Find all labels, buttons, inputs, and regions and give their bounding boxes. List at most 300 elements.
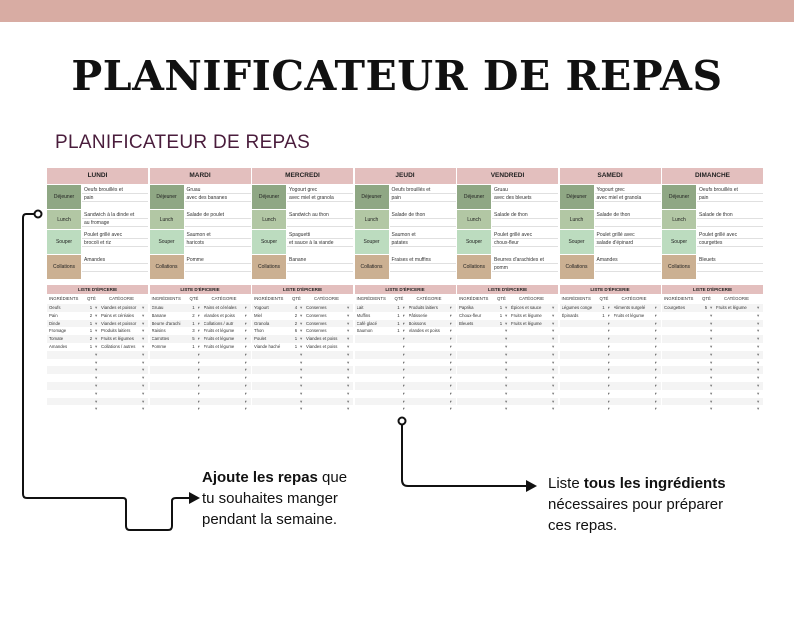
chevron-down-icon[interactable]: ▾ — [654, 375, 657, 381]
chevron-down-icon[interactable]: ▾ — [197, 305, 200, 310]
chevron-down-icon[interactable]: ▾ — [95, 367, 98, 373]
chevron-down-icon[interactable]: ▾ — [142, 390, 145, 396]
chevron-down-icon[interactable]: ▾ — [142, 320, 145, 326]
category-cell[interactable]: Collations / autres — [101, 344, 136, 349]
category-cell[interactable]: Viandes et poiss — [203, 312, 235, 318]
chevron-down-icon[interactable]: ▾ — [449, 351, 452, 357]
chevron-down-icon[interactable]: ▾ — [300, 383, 303, 388]
chevron-down-icon[interactable]: ▾ — [244, 328, 247, 334]
chevron-down-icon[interactable]: ▾ — [347, 336, 350, 342]
ingredient-cell[interactable]: Carrottes — [151, 336, 170, 342]
chevron-down-icon[interactable]: ▾ — [710, 312, 713, 318]
qty-cell[interactable]: 1 — [397, 312, 400, 318]
chevron-down-icon[interactable]: ▾ — [402, 406, 405, 412]
chevron-down-icon[interactable]: ▾ — [654, 383, 657, 388]
chevron-down-icon[interactable]: ▾ — [95, 398, 98, 404]
chevron-down-icon[interactable]: ▾ — [710, 351, 713, 357]
chevron-down-icon[interactable]: ▾ — [197, 406, 200, 412]
chevron-down-icon[interactable]: ▾ — [95, 328, 98, 334]
chevron-down-icon[interactable]: ▾ — [710, 320, 713, 326]
chevron-down-icon[interactable]: ▾ — [757, 359, 760, 365]
category-cell[interactable]: Conserves — [306, 320, 327, 326]
chevron-down-icon[interactable]: ▾ — [505, 406, 508, 412]
chevron-down-icon[interactable]: ▾ — [197, 344, 200, 349]
chevron-down-icon[interactable]: ▾ — [607, 305, 610, 310]
ingredient-cell[interactable]: Saumon — [356, 328, 373, 334]
chevron-down-icon[interactable]: ▾ — [552, 344, 555, 349]
chevron-down-icon[interactable]: ▾ — [95, 375, 98, 381]
qty-cell[interactable]: 1 — [89, 344, 93, 349]
chevron-down-icon[interactable]: ▾ — [757, 406, 760, 412]
chevron-down-icon[interactable]: ▾ — [654, 351, 657, 357]
chevron-down-icon[interactable]: ▾ — [402, 367, 405, 373]
header-qty: QTÉ — [292, 296, 301, 301]
qty-cell[interactable]: 1 — [499, 320, 503, 326]
chevron-down-icon[interactable]: ▾ — [710, 390, 713, 396]
chevron-down-icon[interactable]: ▾ — [505, 351, 508, 357]
qty-cell[interactable]: 1 — [192, 305, 195, 310]
chevron-down-icon[interactable]: ▾ — [244, 351, 247, 357]
chevron-down-icon[interactable]: ▾ — [300, 320, 303, 326]
chevron-down-icon[interactable]: ▾ — [95, 390, 98, 396]
chevron-down-icon[interactable]: ▾ — [347, 383, 350, 388]
chevron-down-icon[interactable]: ▾ — [654, 305, 657, 310]
chevron-down-icon[interactable]: ▾ — [552, 336, 555, 342]
chevron-down-icon[interactable]: ▾ — [402, 375, 405, 381]
chevron-down-icon[interactable]: ▾ — [142, 383, 145, 388]
chevron-down-icon[interactable]: ▾ — [757, 383, 760, 388]
chevron-down-icon[interactable]: ▾ — [552, 328, 555, 334]
qty-cell[interactable]: 2 — [89, 312, 93, 318]
chevron-down-icon[interactable]: ▾ — [654, 328, 657, 334]
chevron-down-icon[interactable]: ▾ — [197, 375, 200, 381]
chevron-down-icon[interactable]: ▾ — [607, 336, 610, 342]
chevron-down-icon[interactable]: ▾ — [244, 406, 247, 412]
category-cell[interactable]: Collations / autr — [203, 320, 234, 326]
qty-cell[interactable]: 1 — [89, 328, 93, 334]
chevron-down-icon[interactable]: ▾ — [552, 383, 555, 388]
header-category: CATÉGORIE — [724, 296, 749, 301]
category-cell[interactable]: Conserves — [306, 328, 327, 334]
chevron-down-icon[interactable]: ▾ — [710, 406, 713, 412]
meal-text: Beurres d'arachides et pomm — [494, 257, 544, 271]
right-connector-line — [402, 422, 527, 486]
chevron-down-icon[interactable]: ▾ — [505, 312, 508, 318]
chevron-down-icon[interactable]: ▾ — [654, 344, 657, 349]
category-cell[interactable]: Viandes et poiss — [408, 328, 440, 334]
ingredient-cell[interactable]: Oeufs — [49, 305, 61, 310]
chevron-down-icon[interactable]: ▾ — [607, 312, 610, 318]
chevron-down-icon[interactable]: ▾ — [142, 398, 145, 404]
qty-cell[interactable]: 1 — [192, 320, 195, 326]
ingredient-cell[interactable]: Granola — [254, 320, 270, 326]
ingredient-cell[interactable]: Légumes conge — [561, 305, 593, 310]
chevron-down-icon[interactable]: ▾ — [552, 390, 555, 396]
chevron-down-icon[interactable]: ▾ — [244, 320, 247, 326]
qty-cell[interactable]: 2 — [294, 320, 298, 326]
chevron-down-icon[interactable]: ▾ — [197, 328, 200, 334]
chevron-down-icon[interactable]: ▾ — [347, 406, 350, 412]
chevron-down-icon[interactable]: ▾ — [449, 305, 452, 310]
chevron-down-icon[interactable]: ▾ — [244, 383, 247, 388]
chevron-down-icon[interactable]: ▾ — [710, 359, 713, 365]
chevron-down-icon[interactable]: ▾ — [142, 336, 145, 342]
chevron-down-icon[interactable]: ▾ — [607, 328, 610, 334]
chevron-down-icon[interactable]: ▾ — [710, 383, 713, 388]
chevron-down-icon[interactable]: ▾ — [95, 359, 98, 365]
chevron-down-icon[interactable]: ▾ — [300, 351, 303, 357]
chevron-down-icon[interactable]: ▾ — [300, 344, 303, 349]
qty-cell[interactable]: 1 — [397, 305, 400, 310]
chevron-down-icon[interactable]: ▾ — [654, 390, 657, 396]
chevron-down-icon[interactable]: ▾ — [757, 320, 760, 326]
chevron-down-icon[interactable]: ▾ — [505, 383, 508, 388]
chevron-down-icon[interactable]: ▾ — [95, 320, 98, 326]
category-cell[interactable]: Pâtisserie — [408, 312, 428, 318]
meal-text: Saumon et haricots — [186, 232, 211, 246]
chevron-down-icon[interactable]: ▾ — [142, 406, 145, 412]
chevron-down-icon[interactable]: ▾ — [402, 351, 405, 357]
chevron-down-icon[interactable]: ▾ — [142, 367, 145, 373]
chevron-down-icon[interactable]: ▾ — [449, 344, 452, 349]
meal-label: Souper — [457, 230, 491, 254]
qty-cell[interactable]: 1 — [294, 344, 298, 349]
category-cell[interactable]: Fruits et légume — [203, 328, 235, 334]
chevron-down-icon[interactable]: ▾ — [505, 305, 508, 310]
qty-cell[interactable]: 2 — [294, 312, 298, 318]
chevron-down-icon[interactable]: ▾ — [142, 359, 145, 365]
chevron-down-icon[interactable]: ▾ — [244, 375, 247, 381]
meal-label: Collations — [560, 255, 594, 279]
meal-label: Lunch — [252, 210, 286, 229]
chevron-down-icon[interactable]: ▾ — [300, 367, 303, 373]
chevron-down-icon[interactable]: ▾ — [505, 320, 508, 326]
qty-cell[interactable]: 5 — [192, 336, 195, 342]
chevron-down-icon[interactable]: ▾ — [244, 398, 247, 404]
chevron-down-icon[interactable]: ▾ — [607, 344, 610, 349]
chevron-down-icon[interactable]: ▾ — [654, 398, 657, 404]
ingredient-cell[interactable]: Raisins — [151, 328, 166, 334]
ingredient-cell[interactable]: Poulet — [254, 336, 267, 342]
category-cell[interactable]: Pains et céréales — [101, 312, 134, 318]
chevron-down-icon[interactable]: ▾ — [449, 336, 452, 342]
chevron-down-icon[interactable]: ▾ — [197, 390, 200, 396]
header-qty: QTÉ — [394, 296, 404, 301]
category-cell[interactable]: Viandes et poissor — [101, 320, 137, 326]
category-cell[interactable]: Pains et céréales — [203, 305, 237, 310]
chevron-down-icon[interactable]: ▾ — [710, 375, 713, 381]
chevron-down-icon[interactable]: ▾ — [347, 312, 350, 318]
meal-label: Souper — [150, 230, 184, 254]
chevron-down-icon[interactable]: ▾ — [244, 390, 247, 396]
chevron-down-icon[interactable]: ▾ — [552, 351, 555, 357]
qty-cell[interactable]: 1 — [602, 312, 605, 318]
ingredient-cell[interactable]: Café glacé — [356, 320, 378, 326]
ingredient-cell[interactable]: Miel — [254, 312, 262, 318]
ingredient-cell[interactable]: Épinards — [561, 312, 579, 318]
category-cell[interactable]: Produits laitiers — [101, 328, 131, 334]
chevron-down-icon[interactable]: ▾ — [300, 375, 303, 381]
chevron-down-icon[interactable]: ▾ — [607, 383, 610, 388]
qty-cell[interactable]: 1 — [397, 320, 400, 326]
chevron-down-icon[interactable]: ▾ — [402, 320, 405, 326]
chevron-down-icon[interactable]: ▾ — [142, 344, 145, 349]
ingredient-cell[interactable]: Amandes — [49, 344, 68, 349]
qty-cell[interactable]: 1 — [499, 312, 503, 318]
ingredient-cell[interactable]: Lait — [356, 305, 364, 310]
category-cell[interactable]: Viandes et poiss — [306, 344, 338, 349]
chevron-down-icon[interactable]: ▾ — [552, 375, 555, 381]
ingredient-cell[interactable]: Gruau — [151, 305, 164, 310]
category-cell[interactable]: Produits laitiers — [408, 305, 438, 310]
chevron-down-icon[interactable]: ▾ — [300, 359, 303, 365]
chevron-down-icon[interactable]: ▾ — [710, 367, 713, 373]
chevron-down-icon[interactable]: ▾ — [449, 398, 452, 404]
chevron-down-icon[interactable]: ▾ — [197, 398, 200, 404]
ingredient-cell[interactable]: Paprika — [459, 305, 474, 310]
chevron-down-icon[interactable]: ▾ — [654, 320, 657, 326]
ingredient-cell[interactable]: Banane — [151, 312, 167, 318]
chevron-down-icon[interactable]: ▾ — [710, 305, 713, 310]
chevron-down-icon[interactable]: ▾ — [244, 344, 247, 349]
chevron-down-icon[interactable]: ▾ — [142, 328, 145, 334]
chevron-down-icon[interactable]: ▾ — [197, 351, 200, 357]
chevron-down-icon[interactable]: ▾ — [244, 367, 247, 373]
meal-text: Oeufs brouillés et pain — [391, 187, 431, 201]
chevron-down-icon[interactable]: ▾ — [552, 320, 555, 326]
chevron-down-icon[interactable]: ▾ — [505, 398, 508, 404]
chevron-down-icon[interactable]: ▾ — [552, 359, 555, 365]
chevron-down-icon[interactable]: ▾ — [757, 375, 760, 381]
chevron-down-icon[interactable]: ▾ — [300, 390, 303, 396]
category-cell[interactable]: Aliments surgelé — [613, 305, 646, 310]
chevron-down-icon[interactable]: ▾ — [95, 344, 98, 349]
chevron-down-icon[interactable]: ▾ — [197, 383, 200, 388]
ingredient-cell[interactable]: Muffins — [356, 312, 371, 318]
chevron-down-icon[interactable]: ▾ — [300, 312, 303, 318]
qty-cell[interactable]: 2 — [89, 336, 93, 342]
category-cell[interactable]: Viandes et poiss — [306, 336, 338, 342]
qty-cell[interactable]: 2 — [192, 312, 195, 318]
category-cell[interactable]: Fruits et légume — [613, 312, 645, 318]
chevron-down-icon[interactable]: ▾ — [449, 383, 452, 388]
chevron-down-icon[interactable]: ▾ — [95, 351, 98, 357]
chevron-down-icon[interactable]: ▾ — [710, 336, 713, 342]
chevron-down-icon[interactable]: ▾ — [505, 375, 508, 381]
chevron-down-icon[interactable]: ▾ — [757, 367, 760, 373]
chevron-down-icon[interactable]: ▾ — [757, 328, 760, 334]
chevron-down-icon[interactable]: ▾ — [300, 406, 303, 412]
chevron-down-icon[interactable]: ▾ — [244, 359, 247, 365]
qty-cell[interactable]: 1 — [602, 305, 605, 310]
qty-cell[interactable]: 5 — [704, 305, 708, 310]
chevron-down-icon[interactable]: ▾ — [607, 398, 610, 404]
annotation-right-line2: nécessaires pour préparer — [548, 496, 724, 513]
chevron-down-icon[interactable]: ▾ — [654, 359, 657, 365]
chevron-down-icon[interactable]: ▾ — [505, 328, 508, 334]
chevron-down-icon[interactable]: ▾ — [505, 359, 508, 365]
chevron-down-icon[interactable]: ▾ — [654, 312, 657, 318]
chevron-down-icon[interactable]: ▾ — [402, 390, 405, 396]
chevron-down-icon[interactable]: ▾ — [505, 367, 508, 373]
qty-cell[interactable]: 4 — [294, 305, 298, 310]
ingredient-cell[interactable]: Pomme — [151, 344, 167, 349]
chevron-down-icon[interactable]: ▾ — [449, 375, 452, 381]
chevron-down-icon[interactable]: ▾ — [95, 406, 98, 412]
chevron-down-icon[interactable]: ▾ — [197, 359, 200, 365]
ingredient-cell[interactable]: Yogourt — [254, 305, 269, 310]
chevron-down-icon[interactable]: ▾ — [710, 398, 713, 404]
chevron-down-icon[interactable]: ▾ — [607, 320, 610, 326]
chevron-down-icon[interactable]: ▾ — [244, 336, 247, 342]
chevron-down-icon[interactable]: ▾ — [197, 320, 200, 326]
chevron-down-icon[interactable]: ▾ — [244, 312, 247, 318]
ingredient-cell[interactable]: Dinde — [49, 320, 61, 326]
chevron-down-icon[interactable]: ▾ — [449, 390, 452, 396]
chevron-down-icon[interactable]: ▾ — [300, 305, 303, 310]
category-cell[interactable]: Conserves — [306, 305, 327, 310]
chevron-down-icon[interactable]: ▾ — [402, 305, 405, 310]
chevron-down-icon[interactable]: ▾ — [402, 398, 405, 404]
chevron-down-icon[interactable]: ▾ — [347, 375, 350, 381]
chevron-down-icon[interactable]: ▾ — [710, 328, 713, 334]
qty-cell[interactable]: 3 — [192, 328, 195, 334]
ingredient-cell[interactable]: Fromage — [49, 328, 67, 334]
chevron-down-icon[interactable]: ▾ — [402, 344, 405, 349]
chevron-down-icon[interactable]: ▾ — [552, 367, 555, 373]
chevron-down-icon[interactable]: ▾ — [449, 406, 452, 412]
category-cell[interactable]: Fruits et légume — [716, 305, 747, 310]
chevron-down-icon[interactable]: ▾ — [607, 406, 610, 412]
chevron-down-icon[interactable]: ▾ — [402, 383, 405, 388]
chevron-down-icon[interactable]: ▾ — [449, 320, 452, 326]
qty-cell[interactable]: 1 — [499, 305, 503, 310]
category-cell[interactable]: Viandes et poissor — [101, 305, 137, 310]
chevron-down-icon[interactable]: ▾ — [449, 367, 452, 373]
ingredient-cell[interactable]: Viande haché — [254, 344, 281, 349]
chevron-down-icon[interactable]: ▾ — [300, 336, 303, 342]
chevron-down-icon[interactable]: ▾ — [607, 390, 610, 396]
chevron-down-icon[interactable]: ▾ — [95, 305, 98, 310]
category-cell[interactable]: Fruits et légume — [203, 344, 235, 349]
chevron-down-icon[interactable]: ▾ — [347, 351, 350, 357]
ingredient-cell[interactable]: Pain — [49, 312, 58, 318]
qty-cell[interactable]: 1 — [89, 320, 93, 326]
chevron-down-icon[interactable]: ▾ — [402, 312, 405, 318]
chevron-down-icon[interactable]: ▾ — [347, 390, 350, 396]
chevron-down-icon[interactable]: ▾ — [449, 359, 452, 365]
chevron-down-icon[interactable]: ▾ — [197, 312, 200, 318]
chevron-down-icon[interactable]: ▾ — [757, 305, 760, 310]
chevron-down-icon[interactable]: ▾ — [449, 328, 452, 334]
chevron-down-icon[interactable]: ▾ — [757, 390, 760, 396]
chevron-down-icon[interactable]: ▾ — [710, 344, 713, 349]
chevron-down-icon[interactable]: ▾ — [449, 312, 452, 318]
qty-cell[interactable]: 6 — [294, 328, 298, 334]
ingredient-cell[interactable]: Tomate — [49, 336, 64, 342]
chevron-down-icon[interactable]: ▾ — [552, 406, 555, 412]
chevron-down-icon[interactable]: ▾ — [142, 305, 145, 310]
header-category: CATÉGORIE — [519, 296, 544, 301]
ingredient-cell[interactable]: Choux-fleur — [459, 312, 482, 318]
chevron-down-icon[interactable]: ▾ — [95, 336, 98, 342]
header-ingredients: INGRÉDIENTS — [561, 296, 591, 301]
category-cell[interactable]: Fruits et légumes — [101, 336, 134, 342]
category-cell[interactable]: Fruits et légume — [511, 312, 542, 318]
chevron-down-icon[interactable]: ▾ — [654, 406, 657, 412]
chevron-down-icon[interactable]: ▾ — [347, 398, 350, 404]
chevron-down-icon[interactable]: ▾ — [347, 359, 350, 365]
chevron-down-icon[interactable]: ▾ — [244, 305, 247, 310]
qty-cell[interactable]: 1 — [192, 344, 195, 349]
meal-label: Lunch — [150, 210, 184, 229]
chevron-down-icon[interactable]: ▾ — [402, 359, 405, 365]
category-cell[interactable]: Fruits et légume — [203, 336, 235, 342]
chevron-down-icon[interactable]: ▾ — [607, 367, 610, 373]
header-qty: QTÉ — [87, 296, 96, 301]
chevron-down-icon[interactable]: ▾ — [142, 312, 145, 318]
chevron-down-icon[interactable]: ▾ — [347, 320, 350, 326]
category-cell[interactable]: Épices et sauce — [511, 305, 542, 310]
category-cell[interactable]: Conserves — [306, 312, 327, 318]
chevron-down-icon[interactable]: ▾ — [505, 344, 508, 349]
category-cell[interactable]: Boissons — [408, 320, 426, 326]
chevron-down-icon[interactable]: ▾ — [654, 367, 657, 373]
qty-cell[interactable]: 1 — [294, 336, 298, 342]
chevron-down-icon[interactable]: ▾ — [552, 305, 555, 310]
chevron-down-icon[interactable]: ▾ — [347, 367, 350, 373]
chevron-down-icon[interactable]: ▾ — [607, 375, 610, 381]
chevron-down-icon[interactable]: ▾ — [552, 398, 555, 404]
ingredient-cell[interactable]: Thon — [254, 328, 264, 334]
qty-cell[interactable]: 1 — [397, 328, 400, 334]
chevron-down-icon[interactable]: ▾ — [757, 344, 760, 349]
chevron-down-icon[interactable]: ▾ — [607, 359, 610, 365]
chevron-down-icon[interactable]: ▾ — [347, 328, 350, 334]
chevron-down-icon[interactable]: ▾ — [757, 398, 760, 404]
chevron-down-icon[interactable]: ▾ — [142, 351, 145, 357]
chevron-down-icon[interactable]: ▾ — [757, 336, 760, 342]
chevron-down-icon[interactable]: ▾ — [197, 367, 200, 373]
chevron-down-icon[interactable]: ▾ — [142, 375, 145, 381]
category-cell[interactable]: Fruits et légume — [511, 320, 542, 326]
chevron-down-icon[interactable]: ▾ — [347, 344, 350, 349]
meal-text: Pomme — [186, 257, 204, 263]
chevron-down-icon[interactable]: ▾ — [347, 305, 350, 310]
meal-label: Lunch — [560, 210, 594, 229]
ingredient-cell[interactable]: Bleuets — [459, 320, 474, 326]
chevron-down-icon[interactable]: ▾ — [197, 336, 200, 342]
chevron-down-icon[interactable]: ▾ — [552, 312, 555, 318]
chevron-down-icon[interactable]: ▾ — [402, 336, 405, 342]
annotation-right-pre: Liste — [548, 475, 584, 492]
chevron-down-icon[interactable]: ▾ — [757, 312, 760, 318]
ingredient-cell[interactable]: Courgettes — [664, 305, 686, 310]
chevron-down-icon[interactable]: ▾ — [95, 312, 98, 318]
chevron-down-icon[interactable]: ▾ — [654, 336, 657, 342]
ingredient-cell[interactable]: Beurre d'arachi — [151, 320, 181, 326]
chevron-down-icon[interactable]: ▾ — [607, 351, 610, 357]
meal-text: Oeufs brouillés et pain — [84, 187, 123, 201]
chevron-down-icon[interactable]: ▾ — [95, 383, 98, 388]
chevron-down-icon[interactable]: ▾ — [300, 398, 303, 404]
chevron-down-icon[interactable]: ▾ — [402, 328, 405, 334]
chevron-down-icon[interactable]: ▾ — [505, 336, 508, 342]
chevron-down-icon[interactable]: ▾ — [300, 328, 303, 334]
qty-cell[interactable]: 1 — [89, 305, 93, 310]
chevron-down-icon[interactable]: ▾ — [505, 390, 508, 396]
chevron-down-icon[interactable]: ▾ — [757, 351, 760, 357]
